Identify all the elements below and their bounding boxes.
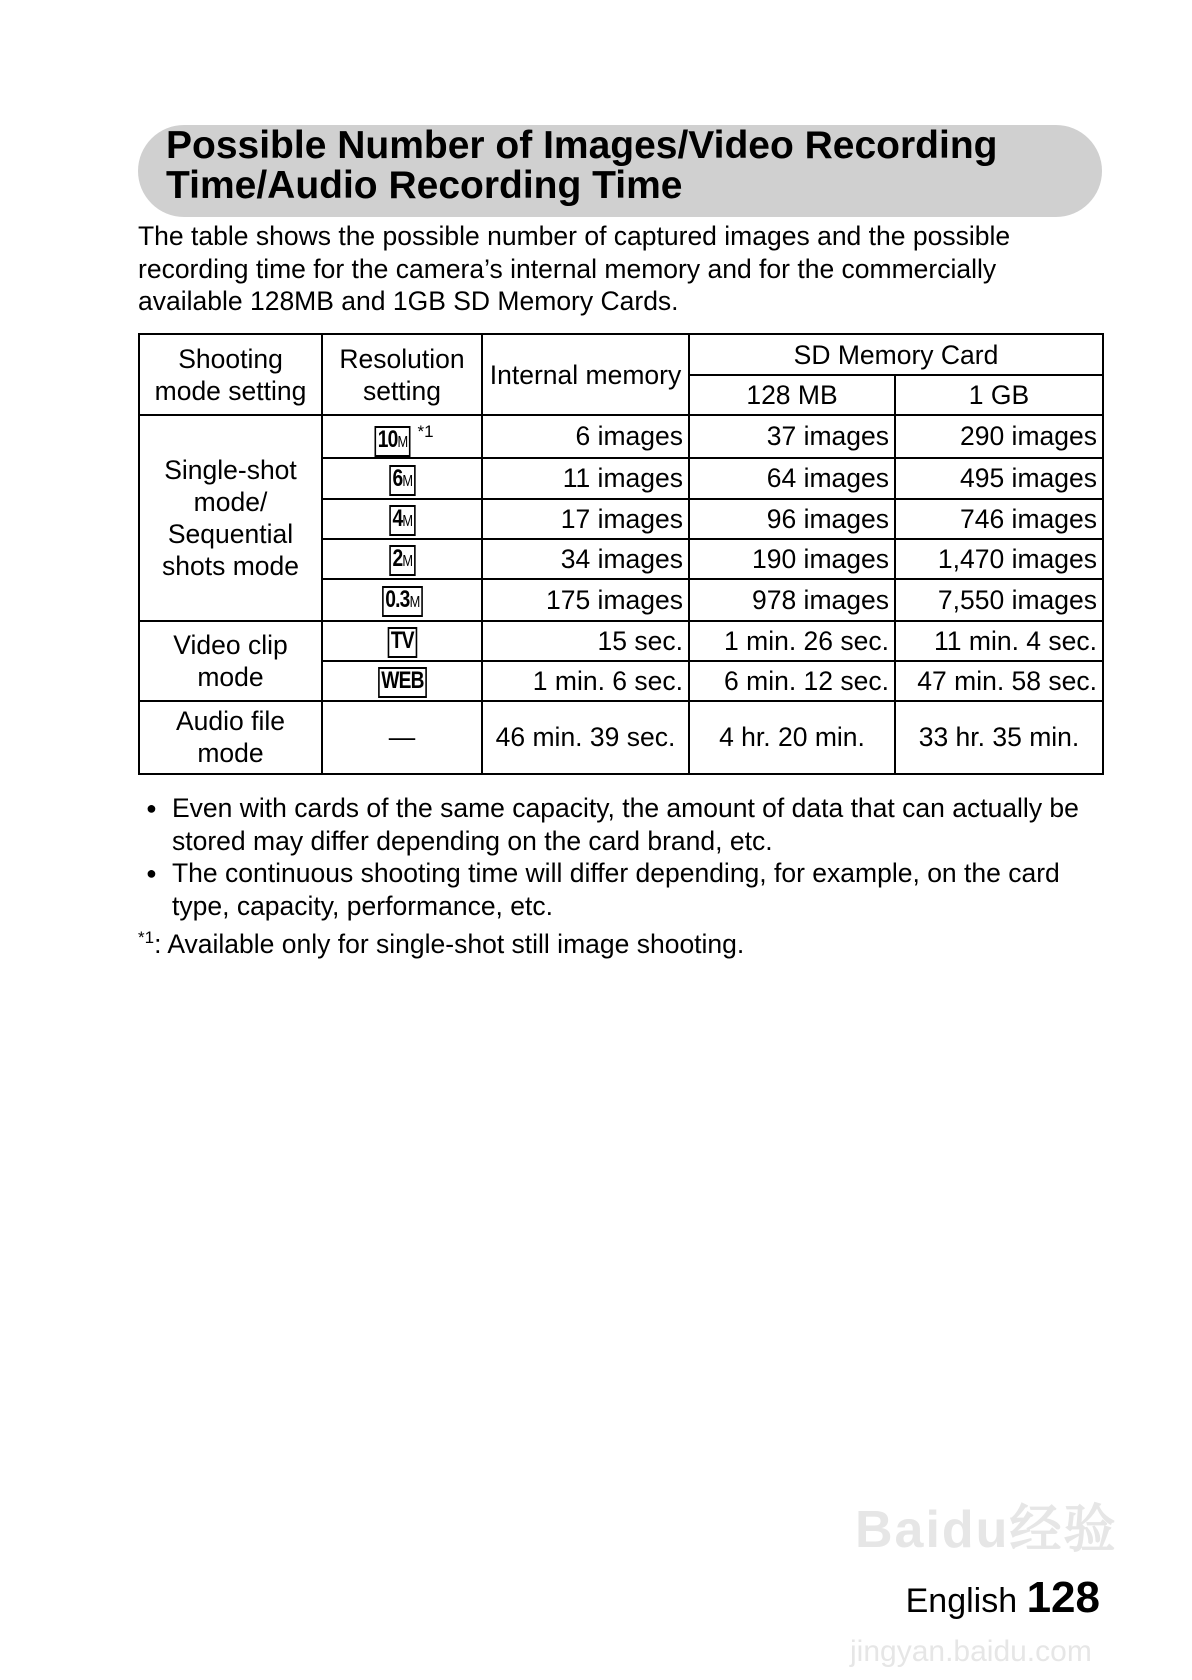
resolution-main: 0.3 <box>384 586 410 614</box>
value-gb1: 746 images <box>895 499 1103 539</box>
value-mb128: 37 images <box>689 415 895 458</box>
resolution-cell <box>322 415 482 458</box>
resolution-cell <box>322 661 482 701</box>
value-gb1: 47 min. 58 sec. <box>895 661 1103 701</box>
value-mb128: 6 min. 12 sec. <box>689 661 895 701</box>
resolution-cell: — <box>322 701 482 774</box>
value-mb128: 978 images <box>689 579 895 621</box>
value-mb128: 1 min. 26 sec. <box>689 621 895 661</box>
footnote-text: : Available only for single-shot still image shooting. <box>154 928 745 959</box>
value-internal: 175 images <box>482 579 689 621</box>
resolution-icon <box>389 545 415 576</box>
value-gb1: 495 images <box>895 458 1103 499</box>
resolution-main: 2 <box>392 545 403 573</box>
page-title: Possible Number of Images/Video Recording Time/Audio Recording Time <box>166 124 998 207</box>
header-1gb: 1 GB <box>895 375 1103 415</box>
value-internal: 6 images <box>482 415 689 458</box>
table-row <box>139 701 1103 774</box>
value-mb128: 4 hr. 20 min. <box>689 701 895 774</box>
footnote <box>138 922 1108 960</box>
value-gb1: 1,470 images <box>895 539 1103 579</box>
header-128mb: 128 MB <box>689 375 895 415</box>
value-gb1: 11 min. 4 sec. <box>895 621 1103 661</box>
table-row <box>139 415 1103 458</box>
footnote-mark: *1 <box>138 928 155 947</box>
resolution-main: 6 <box>392 464 403 492</box>
capacity-table <box>138 333 1104 775</box>
baidu-watermark-logo: Baidu经验 <box>855 1501 1118 1559</box>
intro-paragraph: The table shows the possible number of captured images and the possible recording time for the camera’s internal memory and for the commercially available 128MB and 1GB SD Memory Cards. <box>138 221 1011 316</box>
header-internal-memory: Internal memory <box>482 334 689 415</box>
value-mb128: 64 images <box>689 458 895 499</box>
resolution-main: 10 <box>378 425 398 453</box>
value-mb128: 190 images <box>689 539 895 579</box>
resolution-unit: M <box>402 513 412 531</box>
note-item: ● The continuous shooting time will differ depending, for example, on the card type, capacity, performance, etc. <box>138 857 1108 922</box>
mode-audio: Audio file mode <box>139 701 322 774</box>
resolution-unit: M <box>402 553 412 571</box>
resolution-icon <box>375 426 411 457</box>
resolution-main: 4 <box>392 505 403 533</box>
notes <box>138 792 1108 960</box>
mode-video: Video clip mode <box>139 621 322 701</box>
value-mb128: 96 images <box>689 499 895 539</box>
value-gb1: 33 hr. 35 min. <box>895 701 1103 774</box>
resolution-icon <box>387 627 416 658</box>
resolution-main: TV <box>390 627 414 655</box>
value-gb1: 7,550 images <box>895 579 1103 621</box>
resolution-unit: M <box>409 594 420 612</box>
resolution-cell <box>322 539 482 579</box>
header-shooting-mode: Shooting mode setting <box>139 334 322 415</box>
resolution-cell <box>322 499 482 539</box>
page-number: 128 <box>1026 1573 1100 1622</box>
header-resolution: Resolution setting <box>322 334 482 415</box>
value-internal: 46 min. 39 sec. <box>482 701 689 774</box>
mode-single: Single-shot mode/ Sequential shots mode <box>139 415 322 621</box>
value-internal: 17 images <box>482 499 689 539</box>
value-internal: 15 sec. <box>482 621 689 661</box>
resolution-cell <box>322 579 482 621</box>
note-item: ● Even with cards of the same capacity, the amount of data that can actually be stored may differ depending on the card brand, etc. <box>138 792 1108 857</box>
resolution-cell <box>322 458 482 499</box>
value-internal: 11 images <box>482 458 689 499</box>
resolution-icon <box>378 667 427 698</box>
baidu-watermark-url: jingyan.baidu.com <box>850 1635 1092 1668</box>
resolution-unit: M <box>402 472 412 490</box>
resolution-icon <box>389 465 415 496</box>
resolution-cell <box>322 621 482 661</box>
footer-language: English <box>905 1582 1018 1620</box>
footnote-ref: *1 <box>417 422 434 441</box>
value-internal: 34 images <box>482 539 689 579</box>
resolution-main: WEB <box>380 667 424 695</box>
resolution-icon <box>389 505 415 536</box>
page-footer <box>906 1572 1100 1627</box>
resolution-icon <box>382 586 423 617</box>
table-row <box>139 621 1103 661</box>
header-sd-card: SD Memory Card <box>689 334 1103 375</box>
resolution-unit: M <box>397 433 408 451</box>
value-gb1: 290 images <box>895 415 1103 458</box>
value-internal: 1 min. 6 sec. <box>482 661 689 701</box>
